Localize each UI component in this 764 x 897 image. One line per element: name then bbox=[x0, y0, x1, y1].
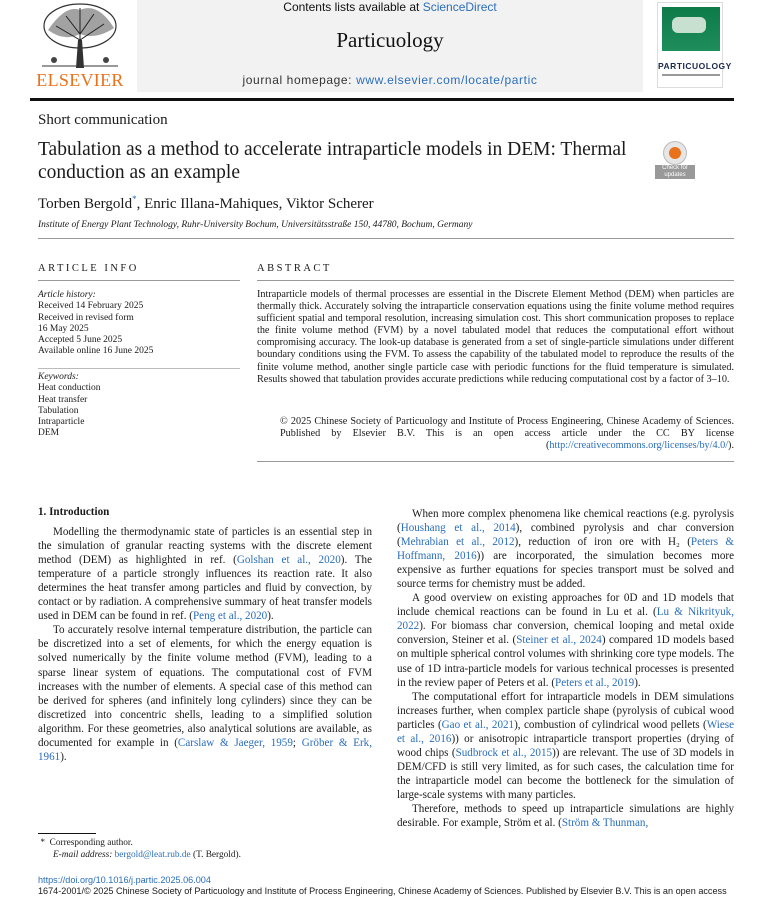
author-list bbox=[38, 194, 374, 213]
author-name[interactable]: Torben Bergold bbox=[38, 196, 133, 212]
doi-link[interactable]: https://doi.org/10.1016/j.partic.2025.06.004 bbox=[38, 875, 211, 885]
citation-link[interactable]: Golshan et al., 2020 bbox=[236, 554, 341, 567]
elsevier-logo[interactable] bbox=[30, 0, 130, 92]
corresponding-mark[interactable]: * bbox=[132, 194, 137, 204]
corresponding-text: Corresponding author. bbox=[49, 838, 133, 848]
text-run: ) compared 1D models based on multiple spherical control volumes with shrinking core type models. The use of 1D intra-particle models for various technical processes is presented in the review paper of Peters et al. ( bbox=[397, 634, 734, 689]
abstract-rule bbox=[257, 280, 734, 281]
section-heading: 1. Introduction bbox=[38, 506, 110, 518]
text-run: ). bbox=[267, 610, 274, 623]
abstract-copyright bbox=[280, 416, 734, 452]
keywords-rule bbox=[38, 368, 240, 369]
corresponding-note: * Corresponding author. bbox=[38, 838, 133, 848]
crossmark-icon bbox=[663, 141, 687, 165]
text-run: )) or anisotropic intraparticle transport properties (drying of wood chips ( bbox=[397, 732, 735, 759]
history-line: Received 14 February 2025 bbox=[38, 301, 144, 312]
paragraph bbox=[397, 591, 734, 689]
citation-link[interactable]: Gröber & Erk, 1961 bbox=[38, 736, 372, 763]
copyright-end: ). bbox=[728, 440, 734, 452]
citation-link[interactable]: Steiner et al., 2024 bbox=[516, 634, 602, 647]
footnote-rule bbox=[38, 833, 96, 834]
citation-link[interactable]: Sudbrock et al., 2015 bbox=[455, 746, 553, 759]
history-line: Accepted 5 June 2025 bbox=[38, 335, 123, 346]
publisher-wordmark: ELSEVIER bbox=[36, 70, 124, 90]
journal-masthead bbox=[137, 0, 643, 92]
citation-link[interactable]: Ström & Thunman, bbox=[561, 817, 649, 830]
elsevier-tree-icon bbox=[36, 0, 124, 70]
text-run: ). bbox=[634, 676, 641, 689]
citation-link[interactable]: Houshang et al., 2014 bbox=[400, 522, 516, 535]
contents-prefix: Contents lists available at bbox=[283, 0, 423, 14]
paragraph bbox=[397, 802, 734, 830]
text-run: )) are incorporated, the simulation becomes more expensive as further equations for species transport must be solved and source terms for chemistry must be added. bbox=[397, 550, 734, 591]
issn-copyright: 1674-2001/© 2025 Chinese Society of Particuology and Institute of Process Engineering, Chinese Academy of Sciences. Published by Elsevier B.V. This is an open access bbox=[38, 886, 727, 896]
cover-band bbox=[672, 17, 706, 33]
paragraph bbox=[397, 507, 734, 591]
citation-link[interactable]: Lu & Nikrityuk, 2022 bbox=[397, 606, 734, 633]
keywords bbox=[38, 372, 238, 440]
body-left-column bbox=[38, 505, 372, 764]
text-run: When more complex phenomena like chemical reactions (e.g. pyrolysis ( bbox=[397, 508, 734, 535]
affiliation: Institute of Energy Plant Technology, Ruhr-University Bochum, Universitätsstraße 150, 44780, Bochum, Germany bbox=[38, 220, 473, 230]
citation-link[interactable]: Peters et al., 2019 bbox=[555, 676, 635, 689]
text-run: ; bbox=[292, 736, 302, 749]
text-run: The computational effort for intraparticle models in DEM simulations increases further, when complex particle shape (pyrolysis of cubical wood particles ( bbox=[397, 690, 734, 731]
cover-thumbnail bbox=[657, 2, 732, 88]
homepage-label: journal homepage: bbox=[242, 73, 357, 87]
footnote bbox=[38, 838, 368, 862]
text-run: ). bbox=[60, 750, 67, 763]
contents-line bbox=[137, 0, 643, 14]
keyword: Intraparticle bbox=[38, 417, 85, 428]
article-type: Short communication bbox=[38, 112, 168, 128]
keyword: Tabulation bbox=[38, 405, 79, 416]
license-link[interactable]: http://creativecommons.org/licenses/by/4.0/ bbox=[549, 440, 729, 452]
keyword: Heat transfer bbox=[38, 394, 88, 405]
email-label: E-mail address: bbox=[53, 849, 115, 860]
journal-homepage bbox=[137, 73, 643, 87]
homepage-link[interactable]: www.elsevier.com/locate/partic bbox=[356, 73, 538, 87]
text-run: ), combined pyrolysis and char conversion ( bbox=[397, 522, 734, 549]
history-label: Article history: bbox=[38, 290, 96, 300]
citation-link[interactable]: Wiese et al., 2016 bbox=[397, 718, 734, 745]
history-line: 16 May 2025 bbox=[38, 323, 89, 334]
citation-link[interactable]: Mehrabian et al., 2012 bbox=[400, 536, 515, 549]
email-note bbox=[38, 850, 368, 862]
author-names-rest: , Enric Illana-Mahiques, Viktor Scherer bbox=[136, 196, 374, 212]
text-run: ). For biomass char conversion, chemical looping and metal oxide conversion, Steiner et al. ( bbox=[397, 620, 734, 647]
affiliation-rule bbox=[38, 238, 734, 239]
history-line: Available online 16 June 2025 bbox=[38, 346, 154, 357]
body-right-column bbox=[397, 507, 734, 830]
article-title: Tabulation as a method to accelerate intraparticle models in DEM: Thermal conduction as an example bbox=[38, 139, 627, 183]
sciencedirect-link[interactable]: ScienceDirect bbox=[422, 0, 497, 14]
article-history bbox=[38, 290, 238, 358]
journal-title: Particuology bbox=[336, 28, 444, 52]
keyword: Heat conduction bbox=[38, 383, 101, 394]
text-run: To accurately resolve internal temperature distribution, the particle can be discretized into a set of elements, for which the energy equation is solved numerically by the finite volume method (FVM), leading to a sparse linear system of equations. The computational cost of FVM increases with the number of elements. A special case of this method can be derived for spheres (and infinitely long cylinders) since they can be discretized into concentric shells, leading to a simplified solution algorithm. For these geometries, also analytical solutions are available, as documented for example in ( bbox=[38, 624, 372, 749]
article-info-heading: ARTICLE INFO bbox=[38, 263, 139, 274]
citation-link[interactable]: Gao et al., 2021 bbox=[441, 718, 515, 731]
cover-title: PARTICUOLOGY bbox=[658, 61, 732, 71]
copyright-text: © 2025 Chinese Society of Particuology and Institute of Process Engineering, Chinese Academy of Sciences. Published by Elsevier B.V. This is an open access article under the CC BY license ( bbox=[280, 416, 734, 452]
citation-link[interactable]: Carslaw & Jaeger, 1959 bbox=[177, 736, 293, 749]
text-run: ), combustion of cylindrical wood pellets ( bbox=[514, 718, 707, 731]
paragraph bbox=[38, 525, 372, 623]
email-link[interactable]: bergold@leat.rub.de bbox=[114, 849, 191, 860]
abstract-bottom-rule bbox=[257, 461, 734, 462]
citation-link[interactable]: Peng et al., 2020 bbox=[192, 610, 268, 623]
cover-subtitle-line bbox=[662, 74, 720, 76]
header-rule bbox=[30, 98, 734, 101]
text-run: Modelling the thermodynamic state of particles is an essential step in the simulation of granular reacting systems with the discrete element method (DEM) as highlighted in ref. ( bbox=[38, 526, 372, 567]
text-run: ), reduction of iron ore with H₂ ( bbox=[514, 536, 691, 549]
keyword: DEM bbox=[38, 428, 60, 439]
citation-link[interactable]: Peters & Hoffmann, 2016 bbox=[397, 536, 734, 563]
text-run: A good overview on existing approaches for 0D and 1D models that include chemical reactions can be found in Lu et al. ( bbox=[397, 592, 734, 619]
info-rule bbox=[38, 280, 240, 281]
paragraph bbox=[38, 623, 372, 763]
text-run: ). The temperature of a particle strongly influences its reaction rate. It also determines the heat transfer among particles and fluid by convection, by contact or by radiation. A comprehensive summary of heat transfer models used in DEM can be found in ref. ( bbox=[38, 554, 372, 623]
abstract-text: Intraparticle models of thermal processes are essential in the Discrete Element Method (DEM) when particles are thermally thick. Accurately solving the intraparticle conservation equations using the finite volume method requires sufficient spatial and temporal resolution, increasing simulation cost. This short communication proposes to replace the finite volume method (FVM) by a novel tabulated model that reduces the computational effort without compromising accuracy. The look-up database is generated from a set of single-particle simulations under different boundary conditions using the FVM. To assess the capability of the tabulated model to reproduce the results of the finite volume method, another single particle case with periodic functions for the fluid temperature is simulated. Results showed that tabulation provides accurate predictions while reducing computational cost by a factor of 3–10. bbox=[257, 289, 734, 385]
text-run: Therefore, methods to speed up intraparticle simulations are highly desirable. For example, Ström et al. ( bbox=[397, 802, 734, 830]
email-suffix: (T. Bergold). bbox=[190, 849, 241, 860]
abstract-heading: ABSTRACT bbox=[257, 263, 332, 274]
check-for-updates-button[interactable] bbox=[655, 141, 695, 181]
keywords-label: Keywords: bbox=[38, 372, 79, 382]
text-run: )) are relevant. The use of 3D models in DEM/CFD is still very limited, as for such cases, the calculation time for the intraparticle model can become the bottleneck for the simulation of large-scale systems with many particles. bbox=[397, 746, 735, 801]
history-line: Received in revised form bbox=[38, 312, 134, 323]
check-updates-label: Check for updates bbox=[655, 165, 695, 179]
journal-cover[interactable] bbox=[653, 0, 733, 92]
paragraph bbox=[397, 690, 734, 802]
